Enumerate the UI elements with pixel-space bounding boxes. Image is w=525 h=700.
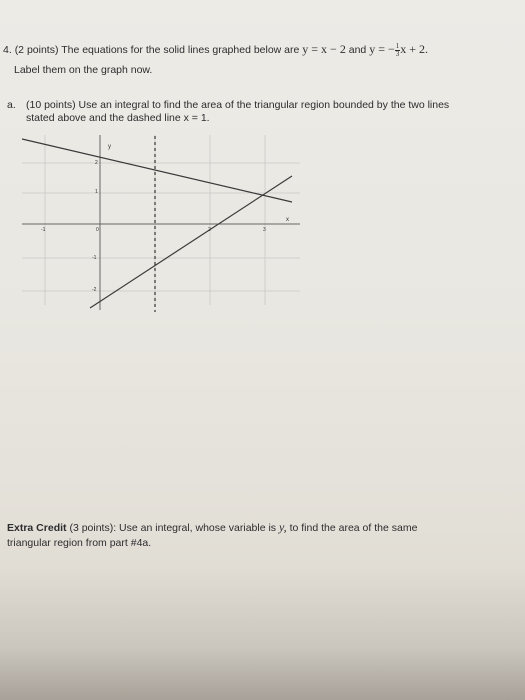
equation-2-suffix: x + 2. (400, 42, 429, 56)
tick-label-x3: 3 (263, 227, 266, 233)
and-word: and (348, 44, 367, 56)
question-points: (2 points) (14, 44, 59, 56)
equation-2-prefix: y = − (369, 42, 395, 56)
extra-credit-text: (3 points): Use an integral, whose variable is (69, 522, 277, 534)
extra-credit-line1 (7, 520, 417, 535)
question-number: 4. (3, 44, 12, 56)
tick-label-x2: 2 (208, 227, 211, 233)
question-4-line2: Label them on the graph now. (14, 64, 153, 76)
tick-label-y1: 1 (95, 189, 98, 195)
line-y-equals-neg-third-x-plus-2 (22, 139, 292, 202)
tick-label-ym2: -2 (92, 287, 97, 293)
extra-credit-line2: triangular region from part #4a. (7, 537, 152, 549)
extra-credit-variable: y, (278, 520, 287, 534)
question-text: The equations for the solid lines graphed below are (61, 44, 300, 56)
part-a-line1: (10 points) Use an integral to find the area of the triangular region bounded by the two lines (26, 99, 450, 111)
tick-label-ym1: -1 (92, 255, 97, 261)
line-y-equals-x-minus-2 (90, 176, 292, 308)
extra-credit-text-end: to find the area of the same (289, 522, 418, 534)
extra-credit-title: Extra Credit (7, 522, 67, 534)
part-a-line2: stated above and the dashed line x = 1. (26, 112, 210, 124)
x-axis-label: x (286, 217, 289, 223)
tick-label-xm1: -1 (41, 227, 46, 233)
part-a-label: a. (7, 99, 16, 111)
tick-label-x0: 0 (96, 227, 99, 233)
y-axis-label: y (108, 144, 111, 150)
graph-grid (22, 135, 300, 305)
tick-label-y2: 2 (95, 160, 98, 166)
fraction-numerator: 1 (395, 41, 400, 50)
equation-1: y = x − 2 (302, 42, 346, 56)
fraction-denominator: 3 (395, 49, 400, 58)
